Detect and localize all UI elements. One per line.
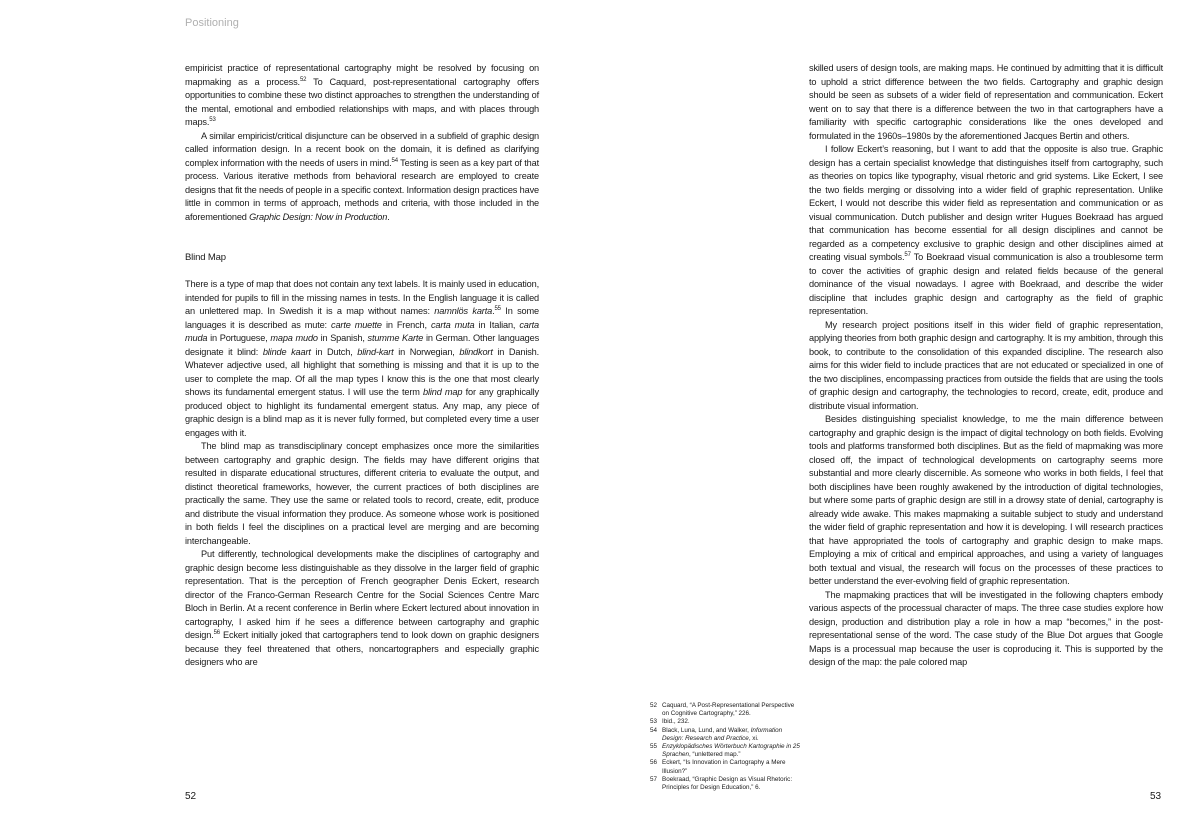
footnote-text: Enzyklopädisches Wörterbuch Kartographie in 25 Sprachen, “unlettered map.”: [662, 743, 800, 759]
footnote-reference: 52: [299, 76, 307, 83]
italic-text: carte muette: [331, 319, 382, 330]
footnote-text: Eckert, “Is Innovation in Cartography a Mere Illusion?”: [662, 759, 786, 775]
italic-text: namnlös karta: [434, 306, 493, 316]
footnote-reference: 53: [209, 116, 216, 123]
footnote-number: 52: [650, 702, 658, 709]
paragraph: My research project positions itself in this wider field of graphic representation, applying theories from both graphic design and cartography. It is my ambition, through this book, to contribute to the consolidation of this expanded discipline. The research also aims for this wider field to include practices that are not educated or specialized in one of the two disciplines, encompassing practices from outside the fields that are using the tools of graphic design and cartography, the technologies to record, create, edit, produce and distribute visual information.: [809, 319, 1163, 411]
paragraph: skilled users of design tools, are making maps. He continued by admitting that it is difficult to uphold a strict difference between the two fields. Cartography and graphic design should be seen as subsets of a wider field of representation and communication. Eckert went on to say that there is a difference between the two in that cartographers have a familiarity with specific cartographic considerations like the ones developed and formulated in the 1960s–1980s by the aforementioned Jacques Bertin and others.: [809, 63, 1163, 141]
italic-text: mapa mudo: [270, 333, 318, 343]
left-column: [185, 62, 539, 670]
italic-text: blind map: [423, 387, 463, 397]
running-head: Positioning: [185, 17, 239, 29]
italic-text: stumme Karte: [367, 333, 424, 343]
italic-text: blind-kart: [357, 346, 394, 357]
italic-text: carta muda: [185, 319, 540, 343]
paragraph: The mapmaking practices that will be investigated in the following chapters embody various aspects of the processual character of maps. The three case studies explore how design, production and distribution play a role in how a map “becomes,” in the post-representational sense of the word. The case study of the Blue Dot argues that Google Maps is a processual map because the user is coproducing it. This is supported by the design of the map: the pale colored map: [809, 589, 1163, 667]
footnote-text: Caquard, “A Post-Representational Perspective on Cognitive Cartography,” 226.: [662, 702, 795, 718]
italic-text: Enzyklopädisches Wörterbuch Kartographie in 25 Sprachen: [662, 743, 800, 759]
paragraph: The blind map as transdisciplinary concept emphasizes once more the similarities between cartography and graphic design. The fields may have different origins that resulted in disparate educational structures, different criteria to evaluate the output, and distinct theoretical frameworks, however, the current practices of both disciplines are practically the same. They use the same or related tools to record, create, edit, produce and distribute the visual information they produce. As someone whose work is positioned in both fields I feel the disciplines on a practical level are merging and are becoming interchangeable.: [185, 441, 539, 546]
paragraph: There is a type of map that does not contain any text labels. It is mainly used in education, intended for pupils to fill in the missing names in tests. In the English language it is called an unlettered map. In Swedish it is a map without names: namnlös karta.$^{55}$ In some languages it is described as mute: carte muette in French, carta muta in Italian, carta muda in Portuguese, mapa mudo in Spanish, stumme Karte in German. Other languages designate it blind: blinde kaart in Dutch, blind-kart in Norwegian, blindkort in Danish. Whatever adjective used, all highlight that something is missing and that it is up to the user to complete the map. Of all the map types I know this is the one that most clearly shows its fundamental emergent status. I will use the term blind map for any graphically produced object to highlight its fundamental emergent status. Any map, any piece of graphic design is a blind map as it is never fully formed, but completed every time a user engages with it.: [185, 279, 540, 438]
italic-text: blindkort: [459, 346, 493, 357]
footnote: [650, 727, 800, 743]
footnote: [650, 718, 800, 726]
italic-text: carta muta: [430, 319, 475, 330]
footnote-reference: 56: [213, 629, 220, 636]
footnote-number: 57: [650, 775, 658, 783]
footnote-text: Boekraad, “Graphic Design as Visual Rhetoric: Principles for Design Education,” 6.: [662, 775, 793, 792]
footnote-text: Black, Luna, Lund, and Walker, Information Design: Research and Practice, xi.: [662, 726, 783, 742]
footnote: [650, 759, 800, 775]
paragraph: empiricist practice of representational cartography might be resolved by focusing on mapmaking as a process.$^{52}$ To Caquard, post-representational cartography offers opportunities to combine these two distinct approaches to strengthen the understanding of the mental, emotional and embodied relationships with maps, and with places through maps.$^{53}$: [185, 63, 539, 127]
footnote-number: 56: [650, 759, 658, 767]
section-heading: Blind Map: [185, 252, 226, 263]
footnote-number: 53: [650, 718, 658, 726]
page-number-left: 52: [185, 791, 197, 802]
footnote-reference: 54: [391, 157, 398, 164]
paragraph: I follow Eckert’s reasoning, but I want to add that the opposite is also true. Graphic design has a certain specialist knowledge that distinguishes itself from cartography, such as theories on topics like typography, visual rhetoric and grid systems. Like Eckert, I see the two fields merging or dissolving into a wider field of graphic representation. Unlike Eckert, I would not describe this wider field as representation and communication or as visual communication. Dutch publisher and design writer Hugues Boekraad has argued that communication has become essential for all design disciplines and cannot be regarded as a competency exclusive to graphic design and other disciplines aimed at creating visual symbols.$^{57}$ To Boekraad visual communication is also a troublesome term to cover the activities of graphic design and related fields because of the general dominance of the visual nowadays. I agree with Boekraad, and describe the wider discipline that includes graphic design and cartography as the field of graphic representation.: [809, 144, 1163, 316]
footnote-number: 55: [650, 743, 658, 751]
page-number-right: 53: [1150, 791, 1162, 802]
italic-text: Information Design: Research and Practice: [662, 726, 783, 742]
italic-text: Graphic Design: Now in Production: [249, 211, 388, 222]
paragraph: Besides distinguishing specialist knowledge, to me the main difference between cartography and graphic design is the impact of digital technology on both fields. Evolving tools and platforms transformed both disciplines. But as the field of mapmaking was more closed off, the impact of technological developments on cartography seems more substantial and more clearly discernible. As someone who works in both fields, I feel that both disciplines have been roughly awakened by the introduction of digital technologies, but where some parts of graphic design are still in a drowsy state of denial, cartography is already wide awake. This makes mapmaking a suitable subject to study and understand the wider field of graphic representation and how it is developing. I will research practices that have appropriated the tools of cartography and graphic design to make maps. Employing a mix of critical and empirical approaches, and using a variety of languages both textual and visual, the research will focus on the processes of these practices to better understand the ever-evolving field of graphic representation.: [809, 414, 1163, 586]
right-column: [809, 62, 1163, 670]
footnote-reference: 55: [494, 305, 501, 312]
footnote: [650, 743, 800, 759]
footnotes: [650, 702, 800, 792]
footnote-number: 54: [650, 726, 658, 734]
footnote: [650, 776, 800, 792]
footnote-reference: 57: [904, 251, 911, 258]
footnote-text: Ibid., 232.: [662, 718, 690, 726]
paragraph: A similar empiricist/critical disjuncture can be observed in a subfield of graphic design called information design. In a recent book on the domain, it is defined as clarifying complex information with the needs of users in mind.$^{54}$ Testing is seen as a key part of that process. Various iterative methods from behavioral research are employed to create designs that fit the needs of people in a specific context. Information design practices have little in common in terms of approach, methods and criteria, with those included in the aforementioned Graphic Design: Now in Production.: [185, 130, 540, 222]
footnote: [650, 702, 800, 718]
italic-text: blinde kaart: [262, 346, 311, 357]
paragraph: Put differently, technological developments make the disciplines of cartography and graphic design become less distinguishable as they dissolve in the larger field of graphic representation. That is the perception of French geographer Denis Eckert, research director of the Franco-German Research Centre for the Social Sciences Centre Marc Bloch in Berlin. At a recent conference in Berlin where Eckert lectured about innovation in cartography, I asked him if he sees a difference between cartography and graphic design.$^{56}$ Eckert initially joked that cartographers tend to look down on graphic designers because they feel threatened that others, noncartographers and especially graphic designers who are: [185, 549, 539, 667]
